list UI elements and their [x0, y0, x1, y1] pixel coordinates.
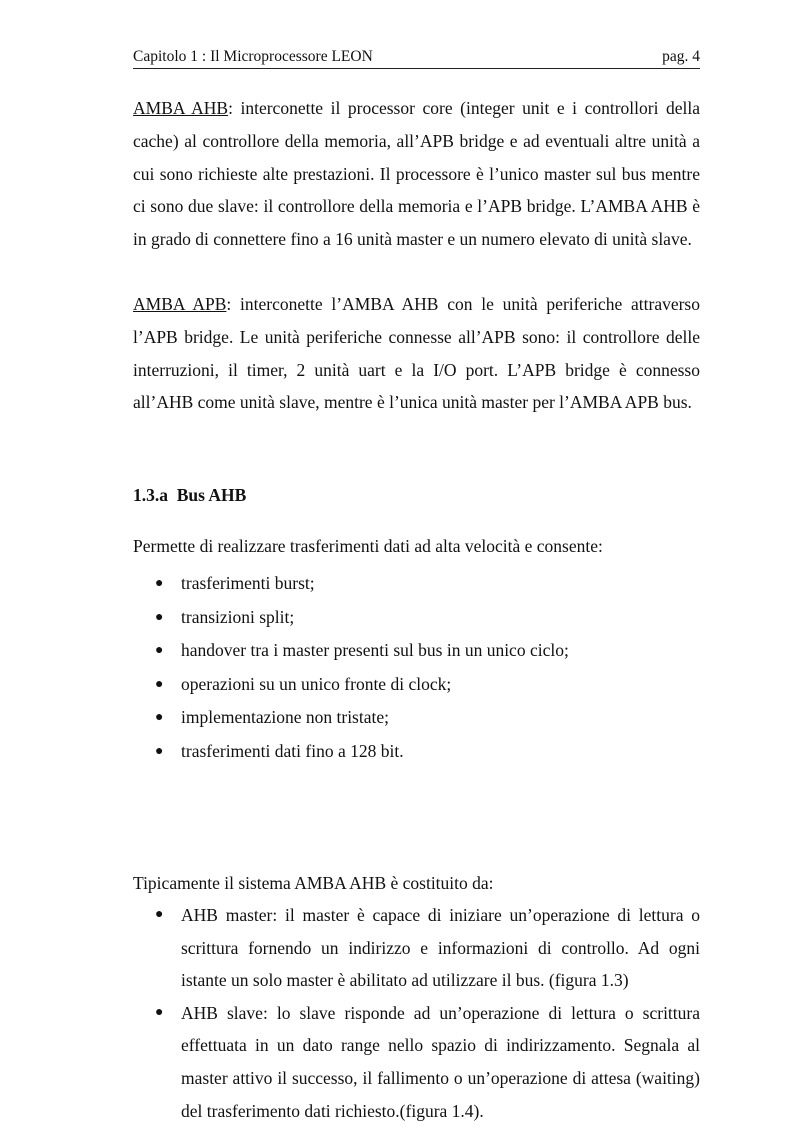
list-item-ahb-slave: ● AHB slave: lo slave risponde ad un’operazione di lettura o scrittura effettuata in un dato range nello spazio di indirizzamento. Segnala al master attivo il successo, il fallimento o un’operazione di attesa (waiting) del trasferimento dati richiesto.(figura 1.4). [133, 997, 700, 1127]
page-header [133, 47, 700, 69]
page-number: pag. 4 [662, 48, 700, 65]
bullet-icon: ● [155, 609, 164, 625]
list-item: ● handover tra i master presenti sul bus in un unico ciclo; [133, 634, 700, 668]
list-item: ● transizioni split; [133, 601, 700, 635]
list-item: ● implementazione non tristate; [133, 701, 700, 735]
list-item-ahb-master: ● AHB master: il master è capace di iniziare un’operazione di lettura o scrittura fornendo un indirizzo e informazioni di controllo. Ad ogni istante un solo master è abilitato ad utilizzare il bus. (figura 1.3) [133, 899, 700, 997]
chapter-title: Capitolo 1 : Il Microprocessore LEON [133, 48, 373, 65]
amba-ahb-description: : interconette il processor core (integer unit e i controllori della cache) al controllore della memoria, all’APB bridge e ad eventuali altre unità a cui sono richieste alte prestazioni. Il processore è l’unico master sul bus mentre ci sono due slave: il controllore della memoria e l’APB bridge. L’AMBA AHB è in grado di connettere fino a 16 unità master e un numero elevato di unità slave. [133, 98, 700, 250]
composition-intro: Tipicamente il sistema AMBA AHB è costituito da: [133, 873, 494, 893]
bullet-icon: ● [155, 576, 164, 591]
bullet-icon: ● [155, 710, 164, 726]
bullet-icon: ● [155, 643, 164, 659]
feature-list [133, 567, 700, 769]
component-list [133, 899, 700, 1127]
bullet-icon: ● [155, 676, 164, 692]
section-intro: Permette di realizzare trasferimenti dati ad alta velocità e consente: [133, 536, 603, 556]
list-item: ● trasferimenti dati fino a 128 bit. [133, 735, 700, 769]
list-item: ● operazioni su un unico fronte di clock; [133, 668, 700, 702]
section-title: Bus AHB [176, 485, 247, 505]
list-item: ● trasferimenti burst; [133, 567, 700, 601]
bullet-icon: ● [155, 1004, 164, 1020]
amba-apb-description: : interconette l’AMBA AHB con le unità periferiche attraverso l’APB bridge. Le unità periferiche connesse all’APB sono: il controllore delle interruzioni, il timer, 2 unità uart e la I/O port. L’APB bridge è connesso all’AHB come unità slave, mentre è l’unica unità master per l’AMBA APB bus. [133, 294, 700, 413]
paragraph-amba-ahb [133, 92, 700, 256]
bullet-icon: ● [155, 743, 164, 759]
term-amba-ahb: AMBA AHB [133, 98, 229, 118]
paragraph-amba-apb [133, 288, 700, 419]
bullet-icon: ● [155, 907, 164, 922]
section-number: 1.3.a [133, 485, 168, 505]
term-amba-apb: AMBA APB [133, 294, 227, 314]
section-heading [133, 479, 246, 512]
